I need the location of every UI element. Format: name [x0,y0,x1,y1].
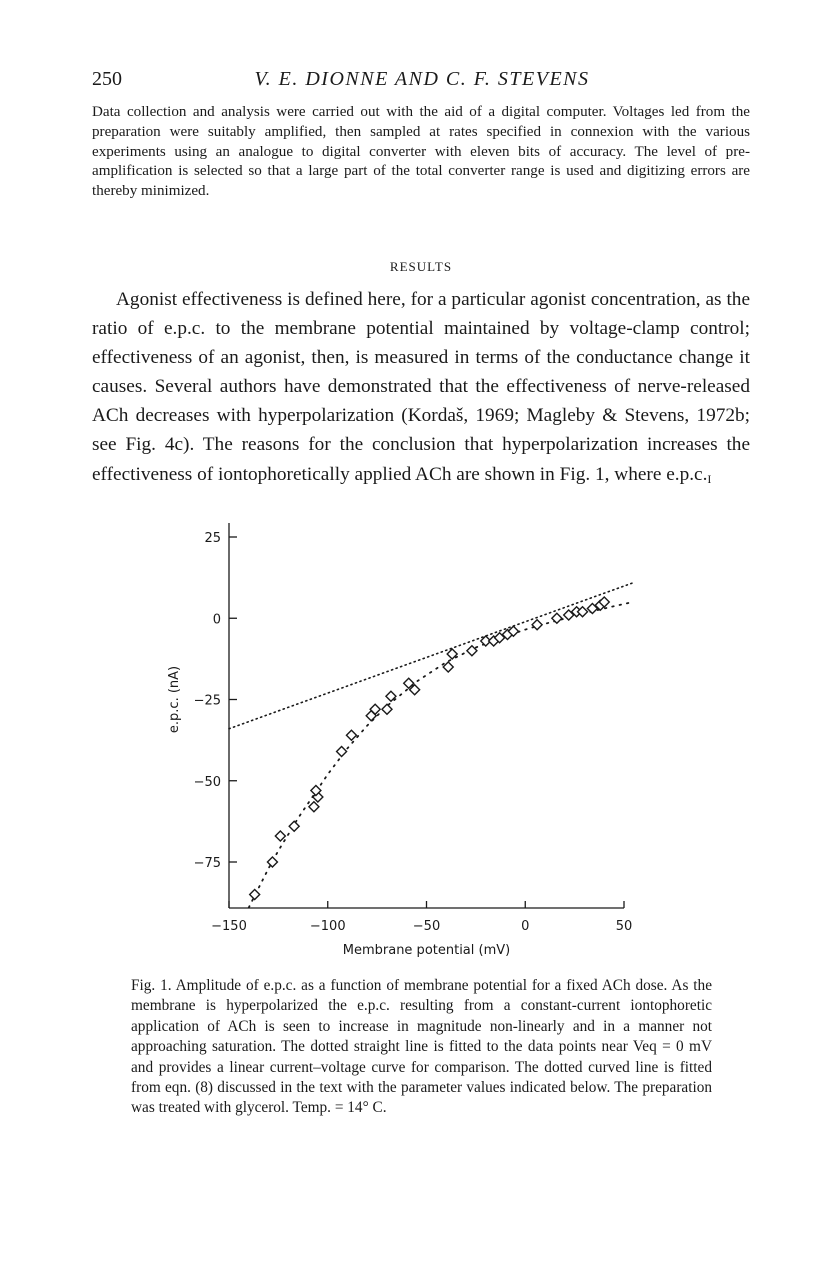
data-point [382,704,392,714]
section-heading-results: RESULTS [389,259,453,274]
y-tick-label: −75 [193,856,221,871]
page-number: 250 [92,68,122,90]
curved-fit-line [249,602,634,908]
data-point [443,662,453,672]
y-tick-label: 25 [204,531,221,546]
y-tick-label: −50 [193,774,221,790]
results-paragraph [92,285,750,494]
data-point [250,890,260,900]
x-tick-label: −150 [211,919,247,934]
x-tick-label: 0 [521,919,530,934]
x-axis-label: Membrane potential (mV) [342,943,511,958]
figure-1-chart [0,510,816,970]
data-point [267,857,277,867]
results-paragraph-text: Agonist effectiveness is defined here, for a particular agonist concentration, as the ratio of e.p.c. to the membrane potential maintained by voltage-clamp control; effectiveness of an agonist, then, is measured in terms of the conductance change it causes. Several authors have demonstrated that the effectiveness of nerve-released ACh decreases with hyperpolarization (Kordaš, 1969; Magleby & Stevens, 1972b; see Fig. 4c). The reasons for the conclusion that hyperpolarization increases the effectiveness of iontophoretically applied ACh are shown in Fig. 1, where e.p.c. [92,289,750,485]
results-paragraph-subscript: I [707,471,712,486]
linear-fit-line [229,583,634,729]
data-point [337,747,347,757]
running-head: V. E. DIONNE AND C. F. STEVENS [254,68,590,90]
y-tick-label: −25 [193,693,221,709]
data-point [346,730,356,740]
y-tick-label: 0 [212,612,221,628]
x-tick-label: 50 [615,919,633,934]
chart-axes [229,523,624,908]
data-point [289,821,299,831]
figure-caption: Fig. 1. Amplitude of e.p.c. as a function of membrane potential for a fixed ACh dose. As the membrane is hyperpolarized the e.p.c. resulting from a constant-current iontophoretic application of ACh is seen to increase in magnitude non-linearly and in a manner not approaching saturation. The dotted straight line is fitted to the data points near Veq = 0 mV and provides a linear current–voltage curve for comparison. The dotted curved line is fitted from eqn. (8) discussed in the text with the parameter values indicated below. The preparation was treated with glycerol. Temp. = 14° C. [131,977,712,1117]
page-header [92,68,752,96]
data-point [532,620,542,630]
x-tick-label: −50 [412,919,441,934]
data-point [309,802,319,812]
y-axis-label: e.p.c. (nA) [167,665,182,734]
x-tick-label: −100 [309,919,346,934]
data-point [275,831,285,841]
methods-paragraph: Data collection and analysis were carried out with the aid of a digital computer. Voltages led from the preparation were suitably amplified, then sampled at rates specified in connexion with the various experiments using an analogue to digital converter with eleven bits of accuracy. The level of pre-amplification is selected so that a large part of the total converter range is used and digitizing errors are thereby minimized. [92,104,750,200]
